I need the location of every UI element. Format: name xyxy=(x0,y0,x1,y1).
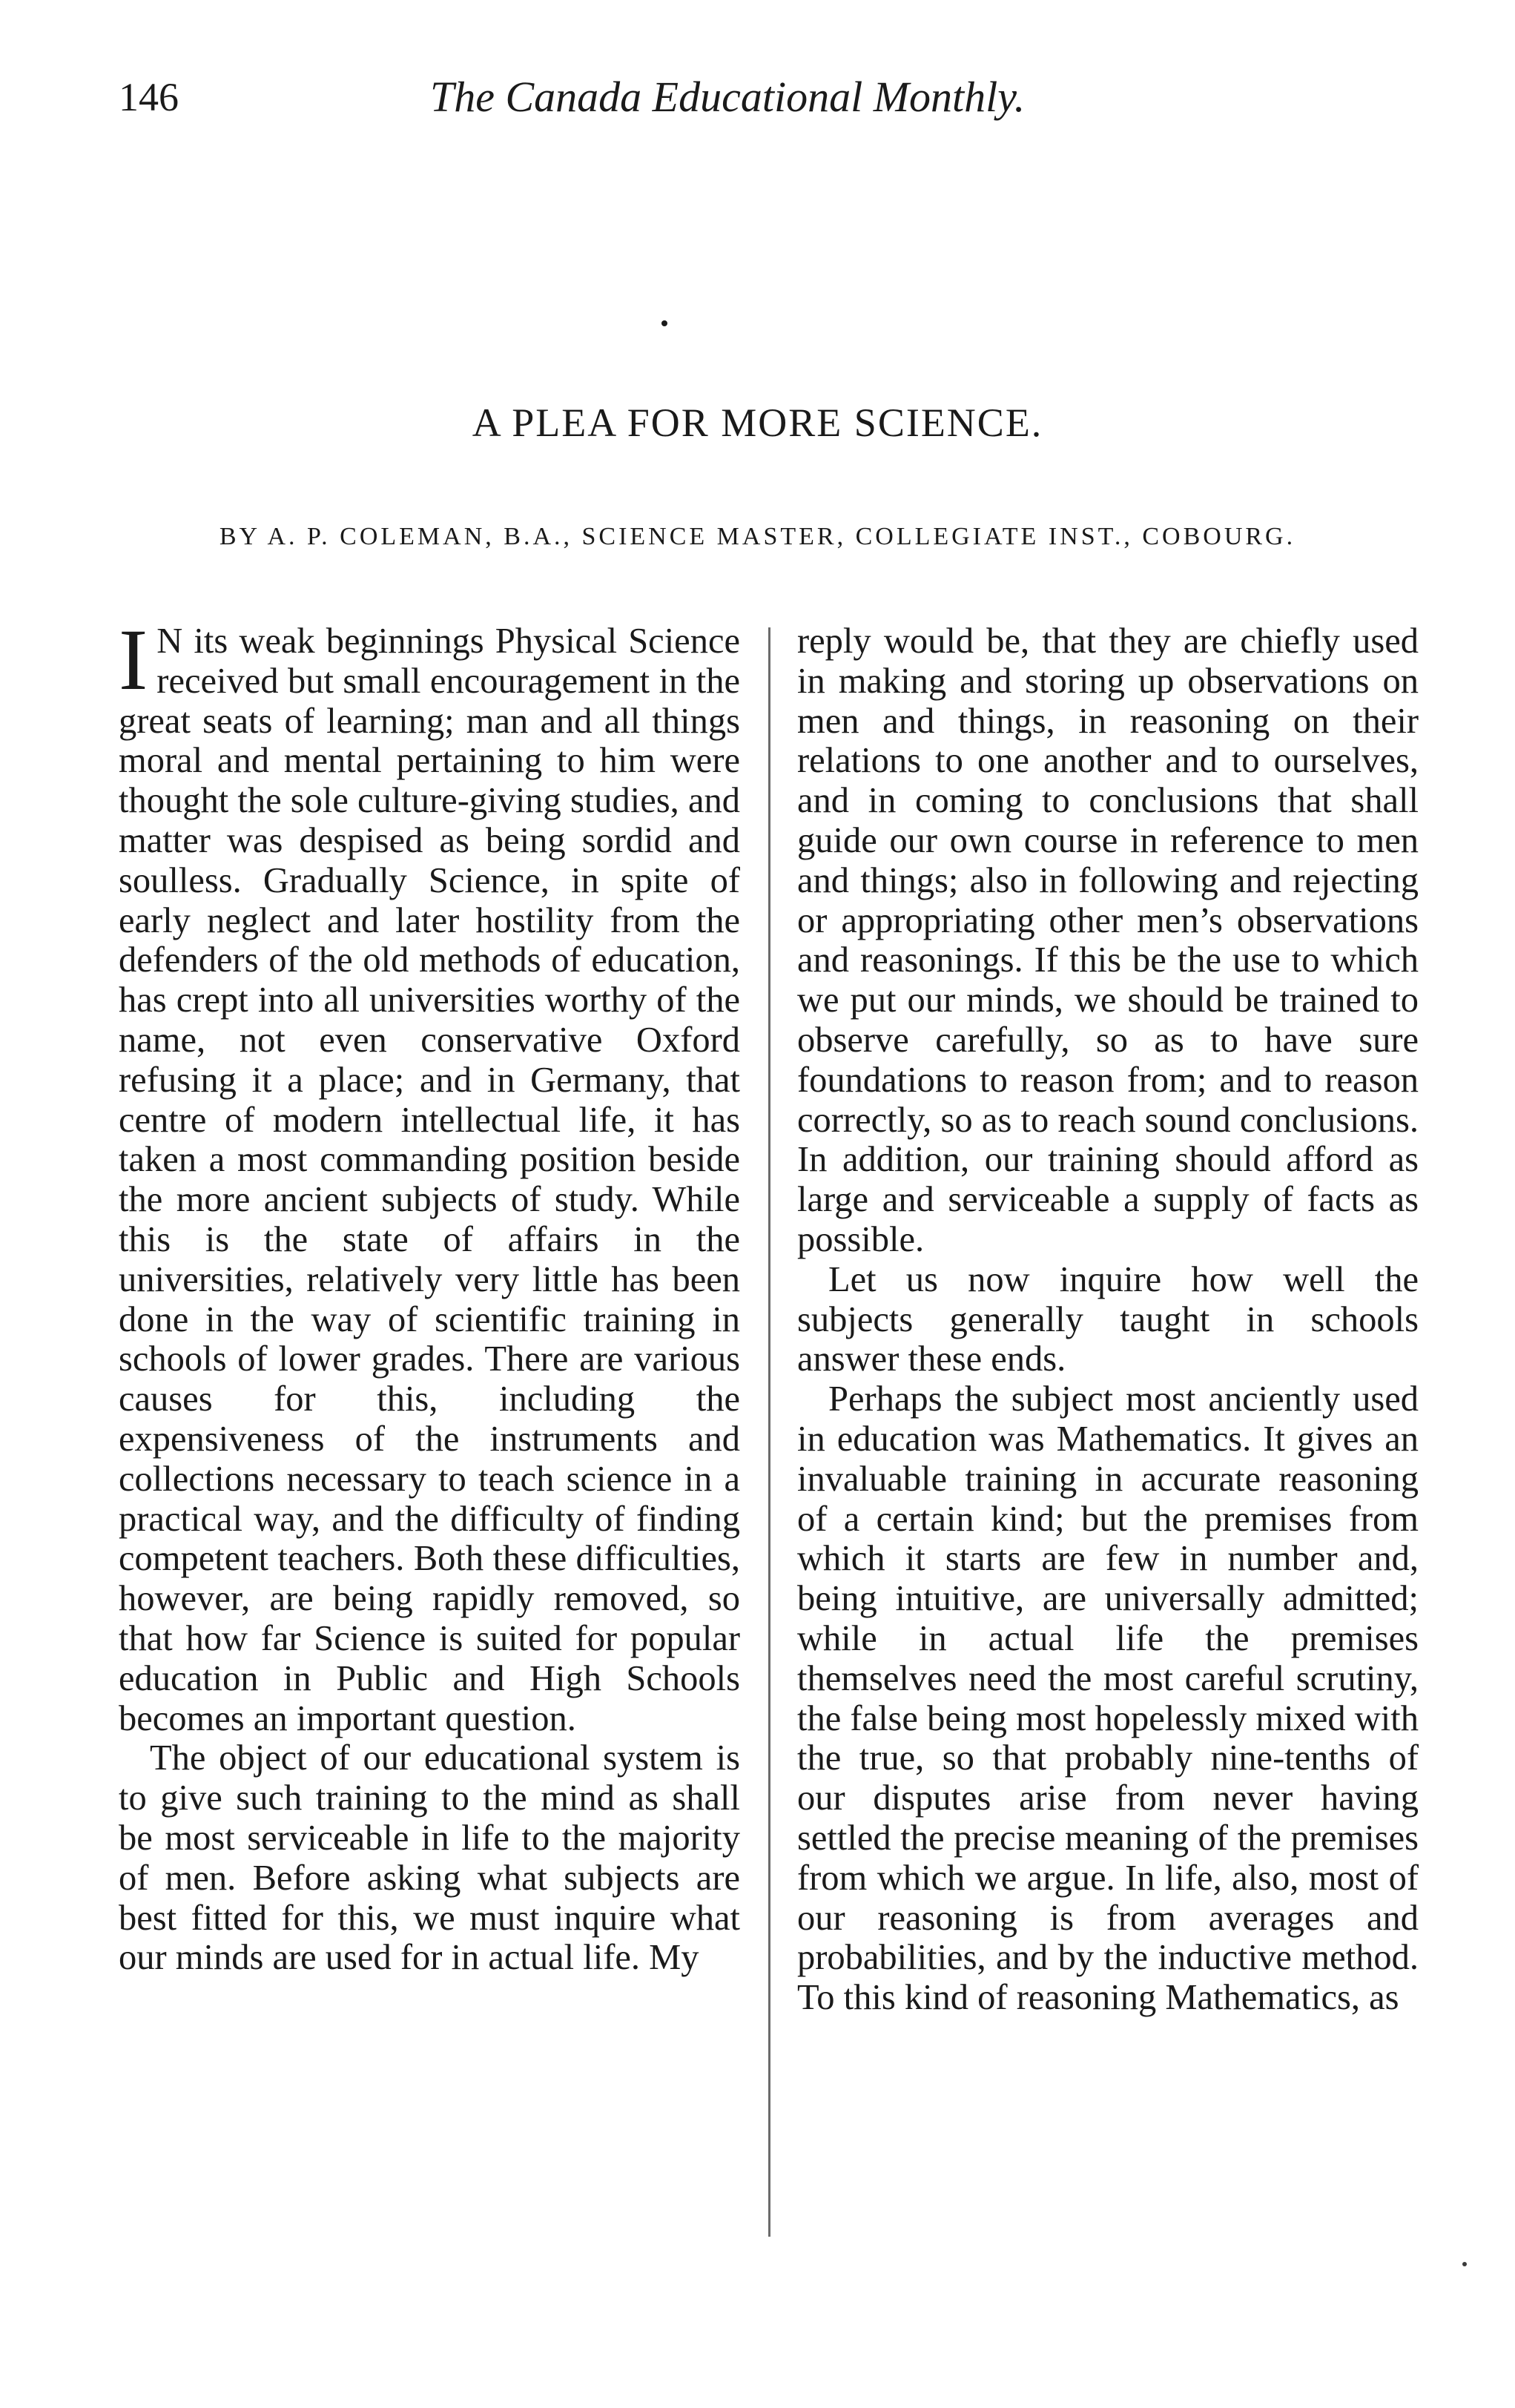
right-column xyxy=(797,621,1419,2018)
paragraph: The object of our educational system is to give such training to the mind as shall be most serviceable in life to the majority of men. Before asking what subjects are best fitted for this, we must inquire what our minds are used for in actual life. My xyxy=(119,1738,740,1978)
journal-title: The Canada Educational Monthly. xyxy=(430,73,1026,121)
print-speck xyxy=(661,320,667,326)
paragraph: Let us now inquire how well the subjects generally taught in schools answer these ends. xyxy=(797,1259,1419,1379)
page-number: 146 xyxy=(119,75,179,119)
article-title: A PLEA FOR MORE SCIENCE. xyxy=(472,400,1043,445)
running-head xyxy=(119,64,1409,131)
paragraph: Perhaps the subject most anciently used in education was Mathematics. It gives an invaluable training in accurate reasoning of a certain kind; but the premises from which it starts are few in number and, being intuitive, are universally admitted; while in actual life the premises themselves need the most careful scrutiny, the false being most hopelessly mixed with the true, so that probably nine-tenths of our disputes arise from never having settled the precise meaning of the premises from which we argue. In life, also, most of our reasoning is from averages and probabilities, and by the inductive method. To this kind of reasoning Mathematics, as xyxy=(797,1379,1419,2018)
drop-cap: I xyxy=(119,611,148,708)
print-speck xyxy=(1462,2262,1467,2266)
left-column xyxy=(119,611,740,1978)
column-divider xyxy=(768,627,770,2237)
paragraph: reply would be, that they are chiefly used in making and storing up observations on men and things, in reasoning on their relations to one another and to ourselves, and in coming to conclusions that shall guide our own course in reference to men and things; also in following and rejecting or appropriating other men’s observations and reasonings. If this be the use to which we put our minds, we should be trained to observe carefully, so as to have sure foundations to reason from; and to reason correctly, so as to reach sound conclusions. In addition, our training should afford as large and serviceable a supply of facts as possible. xyxy=(797,621,1419,1259)
paragraph xyxy=(119,611,740,1738)
author-byline: BY A. P. COLEMAN, B.A., SCIENCE MASTER, COLLEGIATE INST., COBOURG. xyxy=(219,523,1296,550)
paragraph-text: N its weak beginnings Physical Science received but small encouragement in the great seats of learning; man and all things moral and mental pertaining to him were thought the sole culture-giving studies, and matter was despised as being sordid and soulless. Gradually Science, in spite of early neglect and later hostility from the defenders of the old methods of education, has crept into all universities worthy of the name, not even conservative Oxford refusing it a place; and in Germany, that centre of modern intellectual life, it has taken a most commanding position beside the more ancient subjects of study. While this is the state of affairs in the universities, relatively very little has been done in the way of scientific training in schools of lower grades. There are various causes for this, including the expensiveness of the instruments and collections necessary to teach science in a practical way, and the difficulty of finding competent teachers. Both these difficulties, however, are being rapidly removed, so that how far Science is suited for popular education in Public and High Schools becomes an important question. xyxy=(119,621,740,1738)
